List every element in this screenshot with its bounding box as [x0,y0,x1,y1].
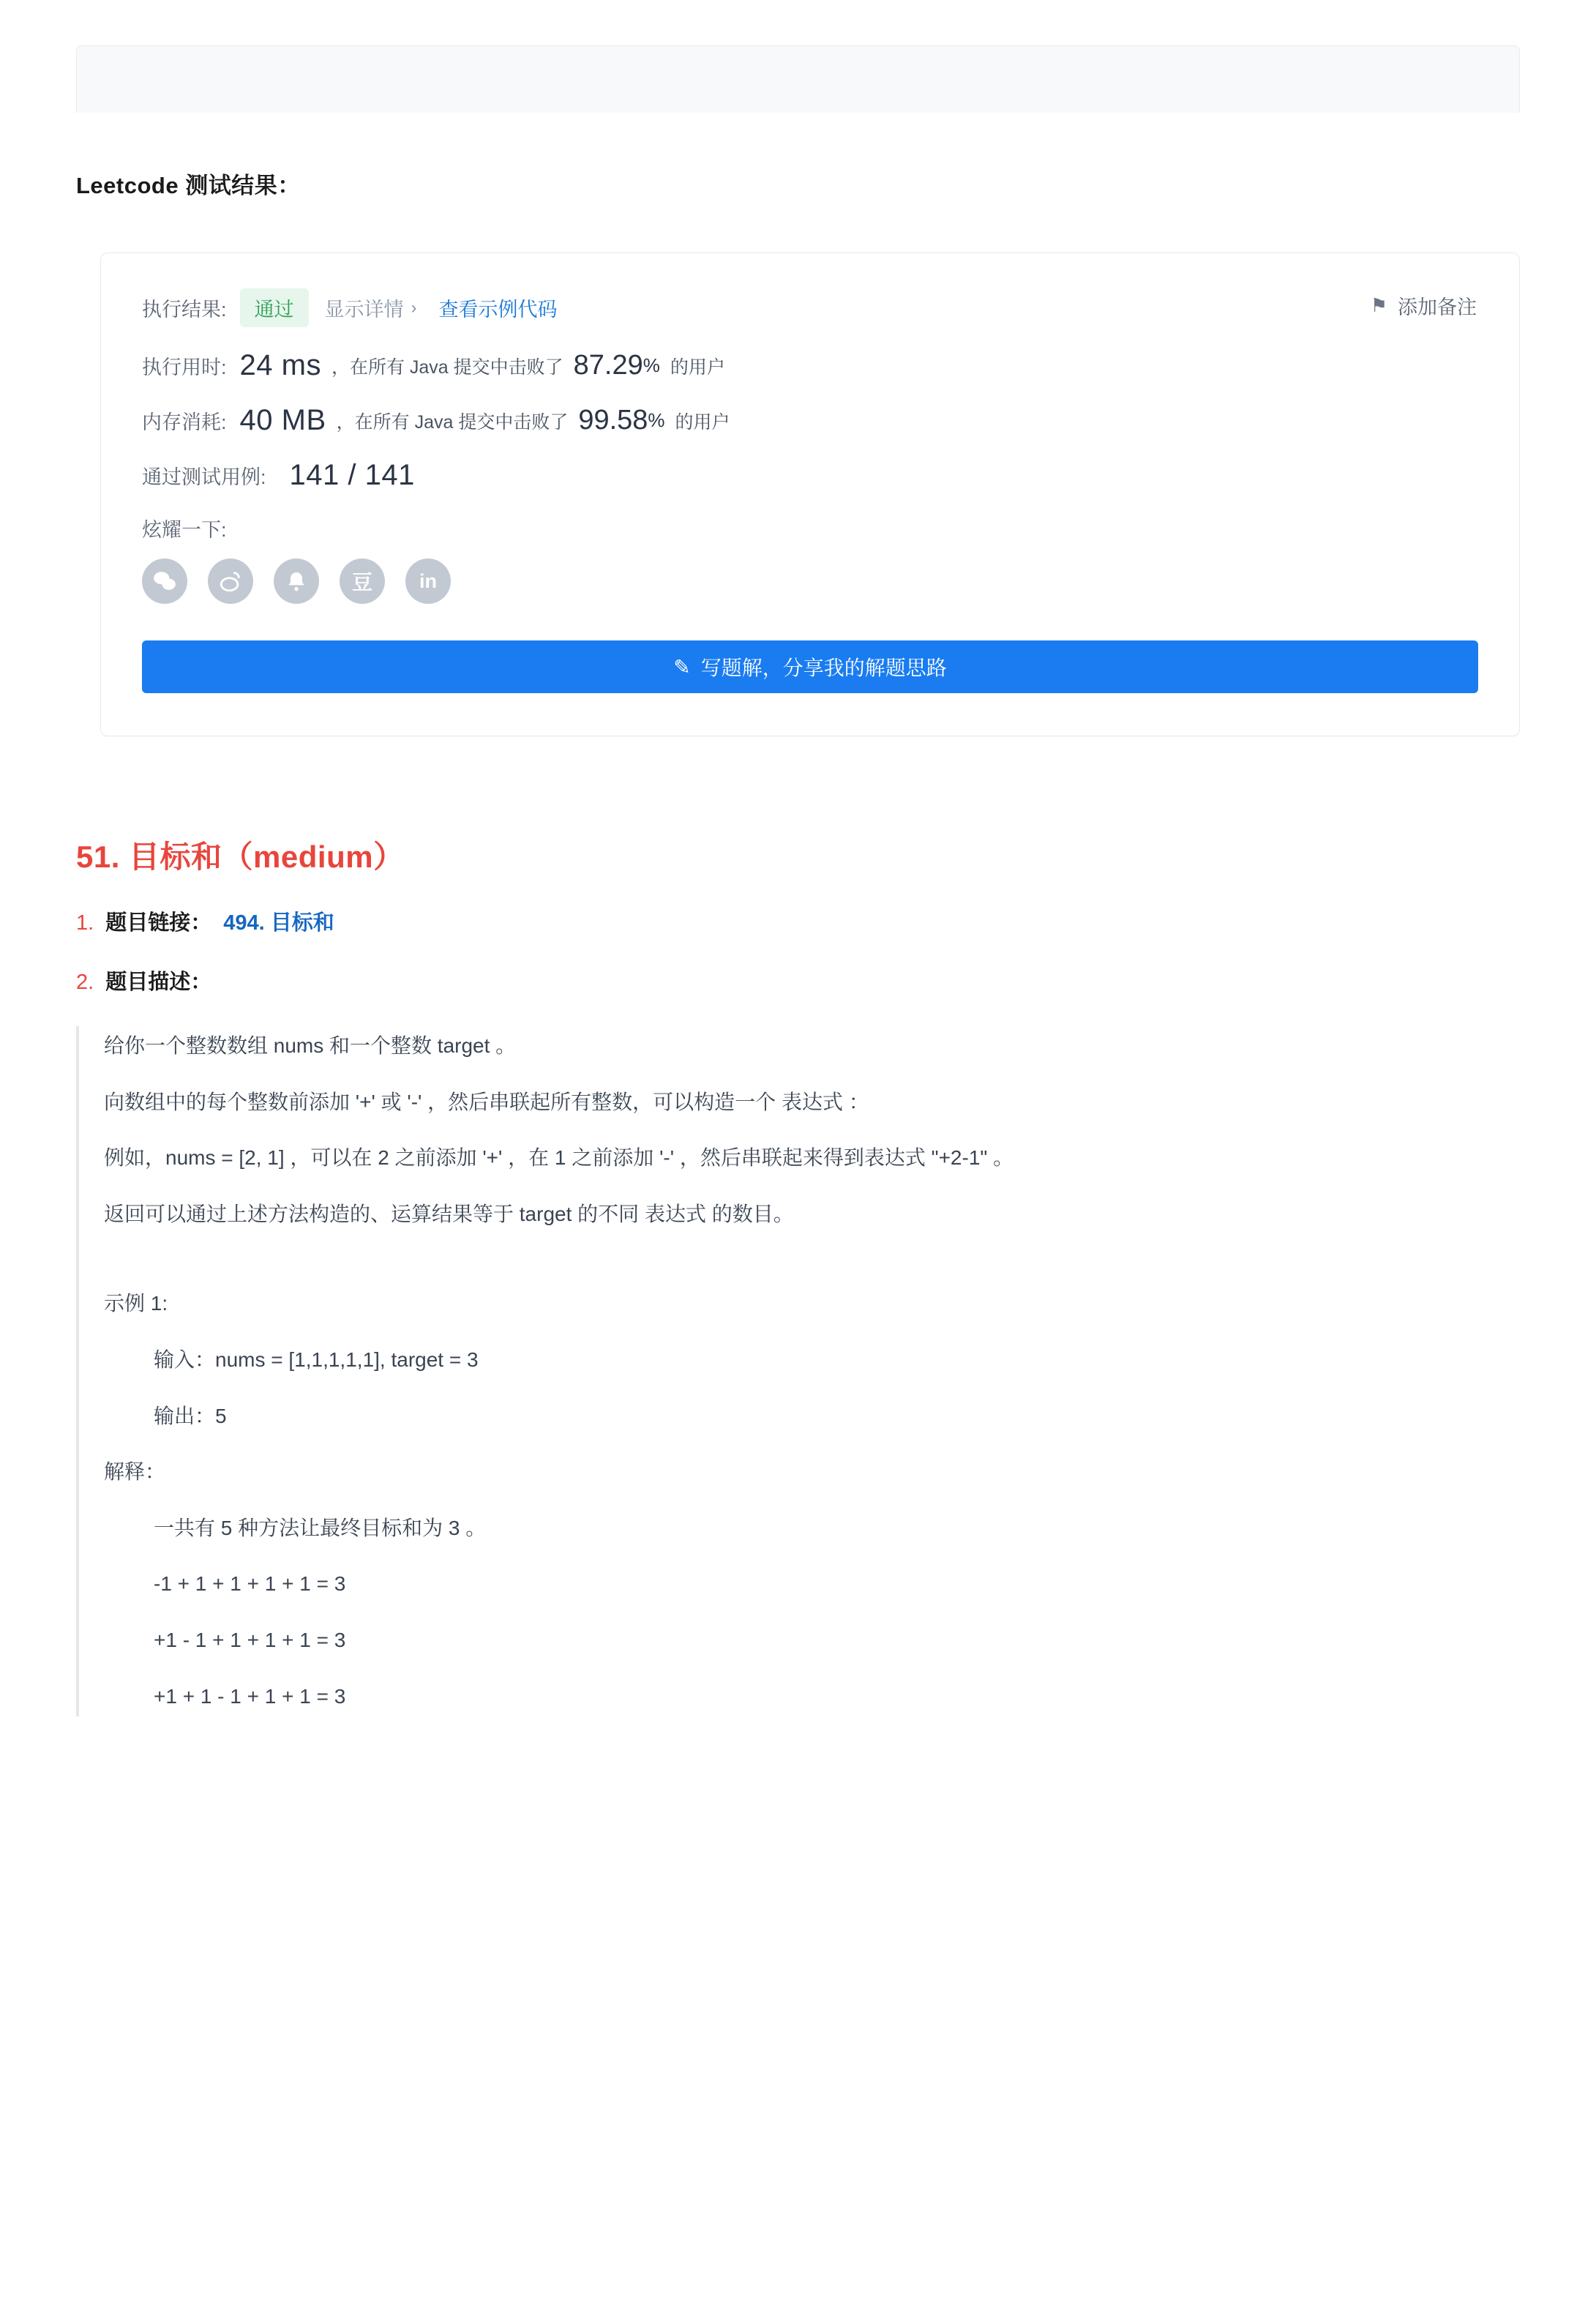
document-page [0,45,1596,2302]
write-solution-label: 写题解，分享我的解题思路 [700,657,947,679]
runtime-mid-text: ，在所有 Java 提交中击败了 [331,356,563,378]
sample-code-link[interactable]: 查看示例代码 [438,299,558,321]
add-note-label: 添加备注 [1398,296,1477,318]
problem-link[interactable]: 494. 目标和 [223,911,334,935]
percent-sign: % [648,409,665,431]
share-icon-row [142,558,1478,604]
leetcode-result-card [100,253,1520,736]
code-block-partial [76,45,1520,113]
example-line: 输入：nums = [1,1,1,1,1], target = 3 [154,1348,479,1371]
list-number: 1. [76,911,94,935]
example-line: -1 + 1 + 1 + 1 + 1 = 3 [154,1572,346,1596]
desc-line: 给你一个整数数组 nums 和一个整数 target 。 [104,1034,517,1057]
memory-suffix: 的用户 [675,411,730,433]
memory-row [142,404,1478,437]
example-line: 输出：5 [154,1404,227,1427]
runtime-label: 执行用时: [142,356,227,378]
desc-line: 返回可以通过上述方法构造的、运算结果等于 target 的不同 表达式 的数目。 [104,1202,794,1225]
testcases-value: 141 / 141 [289,459,415,491]
exec-result-row [142,288,1478,327]
result-heading: Leetcode 测试结果： [76,173,301,198]
list-number: 2. [76,971,94,994]
memory-mid-text: ，在所有 Java 提交中击败了 [336,411,569,433]
memory-value: 40 MB [239,404,326,436]
example-line: +1 - 1 + 1 + 1 + 1 = 3 [154,1628,346,1651]
memory-label: 内存消耗: [142,411,227,433]
douban-share-icon[interactable] [340,558,385,604]
flag-icon: ⚑ [1370,294,1387,316]
testcases-label: 通过测试用例: [142,466,266,488]
percent-sign: % [642,354,660,376]
example-line: +1 + 1 - 1 + 1 + 1 = 3 [154,1684,346,1708]
share-label: 炫耀一下: [142,519,227,541]
spacer [104,1250,1596,1284]
runtime-suffix: 的用户 [670,356,725,378]
problem-link-item [76,906,1596,936]
testcases-row [142,459,1478,492]
desc-line: 例如，nums = [2, 1] ，可以在 2 之前添加 '+' ，在 1 之前添加 '-' ，然后串联起来得到表达式 "+2-1" 。 [104,1146,1014,1170]
bell-share-icon[interactable] [274,558,319,604]
status-badge: 通过 [240,288,309,327]
problem-description-quote [76,1026,1596,1716]
example-line: 一共有 5 种方法让最终目标和为 3 。 [154,1516,487,1539]
write-solution-button[interactable] [142,640,1478,693]
problem-link-label: 题目链接： [105,911,212,935]
example-line: 解释： [104,1460,166,1484]
example-title: 示例 1: [104,1292,168,1315]
problem-desc-label: 题目描述： [105,971,212,994]
runtime-percent: 87.29 [573,350,643,381]
pencil-icon: ✎ [673,655,691,679]
linkedin-glyph: in [419,569,437,592]
douban-glyph: 豆 [351,571,372,594]
runtime-row [142,349,1478,382]
weibo-share-icon[interactable] [208,558,253,604]
linkedin-share-icon[interactable] [405,558,451,604]
wechat-share-icon[interactable] [142,558,187,604]
problem-title: 51. 目标和（medium） [76,840,405,874]
desc-line: 向数组中的每个整数前添加 '+' 或 '-' ，然后串联起所有整数，可以构造一个 表达式 ： [104,1090,869,1113]
add-note-button[interactable] [1371,291,1477,320]
problem-desc-item [76,965,1596,995]
memory-percent: 99.58 [578,405,648,436]
show-detail-link[interactable]: 显示详情 [324,299,404,321]
exec-result-label: 执行结果: [142,299,227,321]
runtime-value: 24 ms [239,349,321,381]
chevron-right-icon: › [411,297,417,318]
